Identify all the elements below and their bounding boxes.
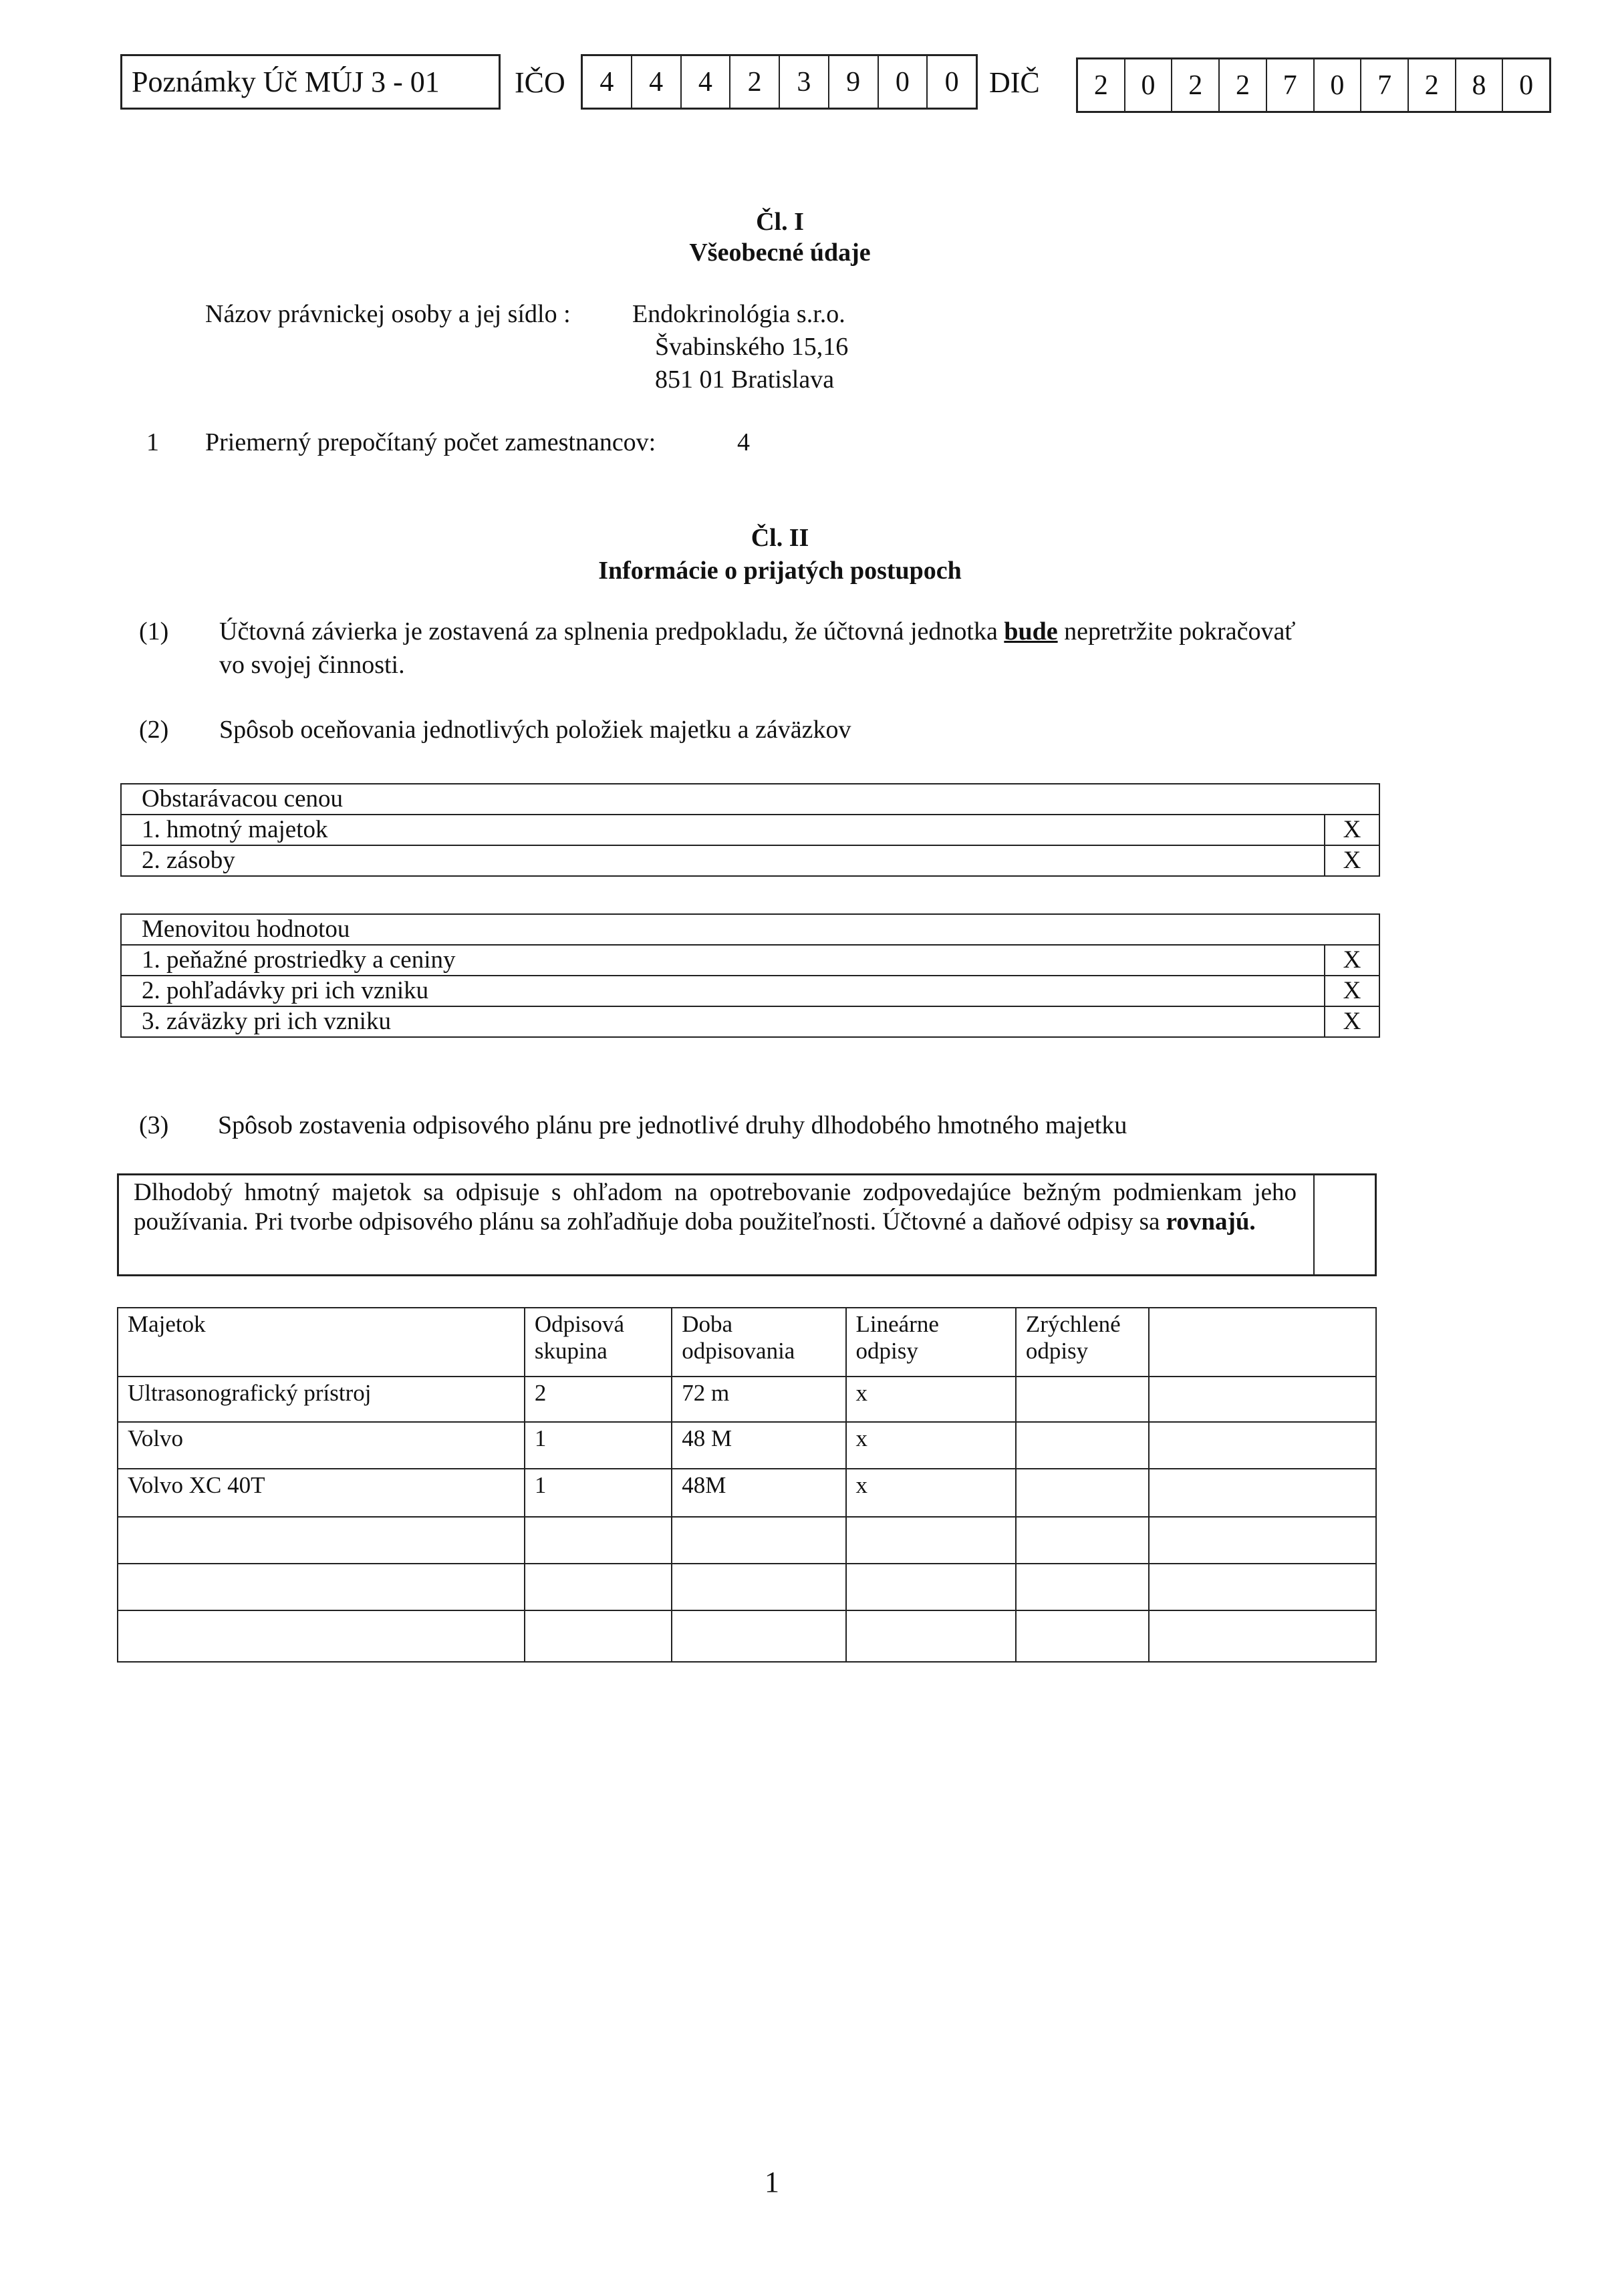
name-line-2: Švabinského 15,16	[655, 333, 849, 361]
dic-digit: 2	[1172, 59, 1220, 111]
dic-digit: 8	[1456, 59, 1504, 111]
table-cell	[525, 1610, 672, 1662]
table-row	[121, 976, 1379, 1006]
assets-header-row	[118, 1308, 1376, 1377]
ico-digit: 0	[879, 56, 928, 108]
table-cell: Volvo	[118, 1422, 525, 1469]
table-row	[118, 1377, 1376, 1422]
table-row	[118, 1564, 1376, 1610]
column-header: Doba odpisovania	[672, 1308, 845, 1377]
row-label: 1. peňažné prostriedky a ceniny	[121, 945, 1325, 976]
dic-digit: 0	[1315, 59, 1362, 111]
page-number: 1	[765, 2166, 779, 2198]
assets-table	[117, 1307, 1377, 1663]
ico-digit: 9	[829, 56, 879, 108]
dic-digit: 2	[1220, 59, 1267, 111]
depreciation-note-check-cell	[1313, 1175, 1315, 1274]
table-cell: Ultrasonografický prístroj	[118, 1377, 525, 1422]
ico-digit: 0	[944, 66, 959, 98]
depreciation-note	[134, 1178, 1297, 1237]
dic-digit: 0	[1125, 59, 1173, 111]
p3-number: (3)	[139, 1111, 169, 1139]
column-header: Lineárne odpisy	[846, 1308, 1016, 1377]
dic-digit: 7	[1361, 59, 1409, 111]
table-row	[121, 845, 1379, 876]
table-cell: 48 M	[672, 1422, 845, 1469]
ico-cells	[581, 54, 978, 110]
table-cell	[846, 1564, 1016, 1610]
table-header: Menovitou hodnotou	[121, 914, 1379, 945]
form-label: Poznámky Úč MÚJ 3 - 01	[132, 65, 440, 98]
column-header: Majetok	[118, 1308, 525, 1377]
table-row	[118, 1422, 1376, 1469]
table-cell: x	[846, 1377, 1016, 1422]
dic-digit: 7	[1267, 59, 1315, 111]
table-row	[118, 1469, 1376, 1517]
table-cell	[118, 1564, 525, 1610]
dic-digit: 0	[1519, 69, 1534, 101]
depreciation-note-text: Dlhodobý hmotný majetok sa odpisuje s ohľadom na opotrebovanie zodpovedajúce bežným podmienkam jeho používania. Pri tvorbe odpisového plánu sa zohľadňuje doba použiteľnosti. Účtovné a daňové odpisy sa	[134, 1179, 1297, 1236]
row-label: 3. záväzky pri ich vzniku	[121, 1006, 1325, 1037]
ico-digit: 4	[583, 56, 632, 108]
table-cell	[1149, 1564, 1376, 1610]
table-cell	[846, 1610, 1016, 1662]
depreciation-note-box	[117, 1173, 1377, 1276]
column-header: Odpisová skupina	[525, 1308, 672, 1377]
table-cell	[1149, 1422, 1376, 1469]
table-cell	[846, 1517, 1016, 1564]
cost-valuation-table	[120, 783, 1380, 877]
p1-text	[219, 617, 1296, 646]
table-cell	[1149, 1517, 1376, 1564]
row-mark: X	[1325, 815, 1379, 845]
table-cell	[1016, 1517, 1149, 1564]
ico-label: IČO	[515, 66, 565, 99]
row-label: 2. pohľadávky pri ich vzniku	[121, 976, 1325, 1006]
art1-number: Čl. I	[756, 208, 804, 236]
name-line-1: Endokrinológia s.r.o.	[632, 300, 845, 328]
table-cell: 48M	[672, 1469, 845, 1517]
table-cell	[525, 1564, 672, 1610]
table-cell	[1016, 1469, 1149, 1517]
p2-number: (2)	[139, 716, 169, 744]
p1-text-a: Účtovná závierka je zostavená za splnenia predpokladu, že účtovná jednotka	[219, 617, 1004, 645]
table-cell: x	[846, 1469, 1016, 1517]
table-cell	[1149, 1610, 1376, 1662]
table-row	[121, 815, 1379, 845]
ico-digit: 4	[632, 56, 682, 108]
p3-text: Spôsob zostavenia odpisového plánu pre jednotlivé druhy dlhodobého hmotného majetku	[218, 1111, 1127, 1139]
table-cell: 1	[525, 1469, 672, 1517]
table-cell	[1016, 1377, 1149, 1422]
name-label: Názov právnickej osoby a jej sídlo :	[205, 300, 571, 328]
p1-number: (1)	[139, 617, 169, 645]
row-mark: X	[1325, 845, 1379, 876]
column-header	[1149, 1308, 1376, 1377]
row-mark: X	[1325, 1006, 1379, 1037]
table-header: Obstarávacou cenou	[121, 784, 1379, 815]
table-cell	[1016, 1610, 1149, 1662]
table-cell	[672, 1564, 845, 1610]
table-cell: 72 m	[672, 1377, 845, 1422]
row-label: 2. zásoby	[121, 845, 1325, 876]
p1-bold: bude	[1004, 617, 1058, 645]
table-cell: Volvo XC 40T	[118, 1469, 525, 1517]
art2-title: Informácie o prijatých postupoch	[598, 557, 962, 585]
row-mark: X	[1325, 945, 1379, 976]
table-cell: 1	[525, 1422, 672, 1469]
ico-digit: 2	[730, 56, 780, 108]
art1-title: Všeobecné údaje	[689, 239, 871, 267]
dic-digit: 2	[1078, 59, 1125, 111]
column-header: Zrýchlené odpisy	[1016, 1308, 1149, 1377]
dic-label: DIČ	[989, 66, 1040, 99]
table-header-row	[121, 914, 1379, 945]
depreciation-note-bold: rovnajú.	[1166, 1208, 1256, 1236]
row-mark: X	[1325, 976, 1379, 1006]
name-line-3: 851 01 Bratislava	[655, 366, 835, 394]
table-cell	[1149, 1377, 1376, 1422]
form-label-box	[120, 54, 501, 110]
table-cell	[672, 1517, 845, 1564]
ico-digit: 3	[780, 56, 829, 108]
table-cell	[118, 1517, 525, 1564]
dic-digit: 2	[1409, 59, 1456, 111]
employees-value: 4	[737, 428, 750, 456]
ico-digit: 4	[682, 56, 731, 108]
table-cell	[1016, 1422, 1149, 1469]
table-row	[121, 1006, 1379, 1037]
p2-text: Spôsob oceňovania jednotlivých položiek majetku a záväzkov	[219, 716, 851, 744]
table-row	[118, 1517, 1376, 1564]
table-cell	[672, 1610, 845, 1662]
table-cell	[525, 1517, 672, 1564]
table-cell	[1016, 1564, 1149, 1610]
p1-line2: vo svojej činnosti.	[219, 651, 405, 679]
table-cell	[1149, 1469, 1376, 1517]
table-cell: x	[846, 1422, 1016, 1469]
table-row	[118, 1610, 1376, 1662]
item-number: 1	[146, 428, 159, 456]
art2-number: Čl. II	[751, 524, 809, 552]
table-cell	[118, 1610, 525, 1662]
employees-label: Priemerný prepočítaný počet zamestnancov:	[205, 428, 656, 456]
dic-cells	[1076, 57, 1551, 113]
table-header-row	[121, 784, 1379, 815]
p1-text-b: nepretržite pokračovať	[1057, 617, 1296, 645]
row-label: 1. hmotný majetok	[121, 815, 1325, 845]
nominal-valuation-table	[120, 913, 1380, 1038]
table-cell: 2	[525, 1377, 672, 1422]
table-row	[121, 945, 1379, 976]
